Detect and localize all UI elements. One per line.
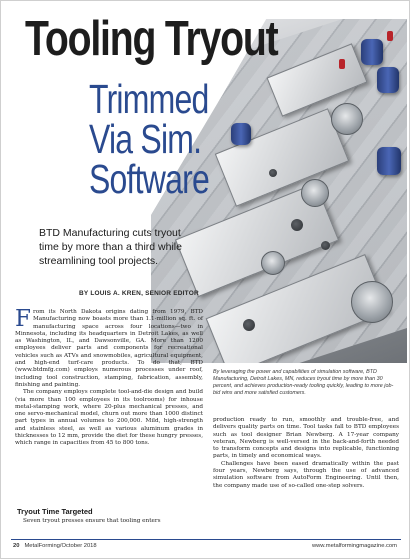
byline: BY LOUIS A. KREN, SENIOR EDITOR xyxy=(79,290,199,297)
body-paragraph: production ready to run, smoothly and trouble-free, and delivers quality parts on time. Tool tasks fall to BTD employees such as tool designer Brian Newberg. A 17-year company veteran, Newberg is well-versed in the back-and-forth needed to transform concepts and designs into replicable, functioning parts, in timely and economical ways. xyxy=(213,417,399,460)
headline: Tooling Tryout xyxy=(25,12,278,66)
body-paragraph: Seven tryout presses ensure that tooling enters xyxy=(23,518,161,524)
photo-caption: By leveraging the power and capabilities of simulation software, BTD Manufacturing, Detroit Lakes, MN, reduces tryout time by more than 30 percent, and achieves production-ready tooling quickly, leading to more job-bid wins and more satisfied customers. xyxy=(213,369,394,396)
body-column-left-continued xyxy=(15,518,203,525)
body-paragraph: Challenges have been eased dramatically within the past four years, Newberg says, through the use of advanced simulation software from AutoForm Engineering. Until then, the company made use of so-called one-step solvers. xyxy=(213,460,399,489)
article-deck: BTD Manufacturing cuts tryout time by more than a third while streamlining tool projects. xyxy=(39,227,182,267)
subheadline: Trimmed Via Sim. Software xyxy=(89,76,209,202)
body-column-right xyxy=(213,417,399,490)
footer-rule xyxy=(11,539,401,540)
body-column-left xyxy=(15,306,203,448)
footer-left xyxy=(13,543,97,549)
body-paragraph: From its North Dakota origins dating from 1979, BTD Manufacturing now boasts more than 1.1-million sq. ft. of manufacturing space across four locations—two in Minnesota, including its headquarters in Detroit Lakes, as well as Washington, IL, and Dawsonville, GA. More than 1200 employees deliver parts and components for recreational vehicles such as ATVs and snowmobiles, agricultural equipment, and high-end turf-care products. To do that, BTD (www.btdmfg.com) employs numerous processes under roof, including tool construction, stamping, fabrication, assembly, finishing and painting. xyxy=(15,306,203,388)
page-number: 20 xyxy=(13,543,20,549)
body-paragraph: The company employs complete tool-and-die design and build (via more than 100 employees in its toolrooms) for inhouse metal-stamping work, where 20-plus mechanical presses, and one servo-mechanical model, churn out more than 1000 distinct part types in annual volumes to 200,000. Mild, high-strength and stainless steel, as well as various aluminum grades in thicknesses to 12 mm, provide the diet for these hungry presses, which range in capacities from 45 to 800 tons. xyxy=(15,389,203,447)
issue-label: MetalForming/October 2018 xyxy=(24,543,97,549)
website-link[interactable]: www.metalformingmagazine.com xyxy=(311,543,397,549)
section-subheading: Tryout Time Targeted xyxy=(17,507,93,516)
drop-cap: F xyxy=(15,306,31,332)
